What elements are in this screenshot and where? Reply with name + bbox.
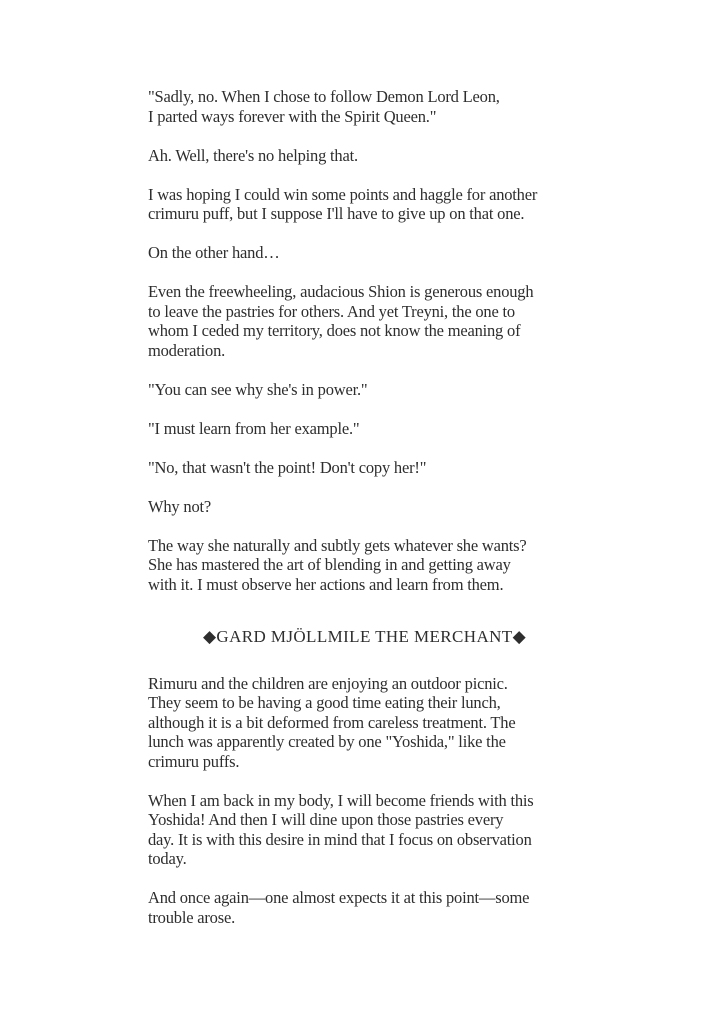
paragraph: Ah. Well, there's no helping that.	[148, 145, 358, 165]
paragraph: "Sadly, no. When I chose to follow Demon Lord Leon, I parted ways forever with the Spirit Queen."	[148, 87, 500, 126]
paragraph: "You can see why she's in power."	[148, 379, 368, 399]
paragraph: Rimuru and the children are enjoying an outdoor picnic. They seem to be having a good time eating their lunch, although it is a bit deformed from careless treatment. The lunch was apparently created by one "Yoshida," like the crimuru puffs.	[148, 673, 516, 771]
paragraph: On the other hand…	[148, 243, 280, 262]
paragraph: Even the freewheeling, audacious Shion is generous enough to leave the pastries for others. And yet Treyni, the one to whom I ceded my territory, does not know the meaning of moderation.	[148, 282, 534, 360]
paragraph: And once again—one almost expects it at this point—some trouble arose.	[148, 888, 530, 927]
paragraph: The way she naturally and subtly gets whatever she wants? She has mastered the art of blending in and getting away with it. I must observe her actions and learn from them.	[148, 535, 527, 594]
section-heading: ◆GARD MJÖLLMILE THE MERCHANT◆	[202, 627, 527, 646]
paragraph: "No, that wasn't the point! Don't copy her!"	[148, 457, 427, 477]
paragraph: I was hoping I could win some points and haggle for another crimuru puff, but I suppose I'll have to give up on that one.	[148, 184, 538, 223]
paragraph: "I must learn from her example."	[148, 418, 360, 438]
page-content	[148, 87, 581, 927]
paragraph: Why not?	[148, 496, 212, 516]
paragraph: When I am back in my body, I will become friends with this Yoshida! And then I will dine upon those pastries every day. It is with this desire in mind that I focus on observation today.	[148, 790, 534, 868]
